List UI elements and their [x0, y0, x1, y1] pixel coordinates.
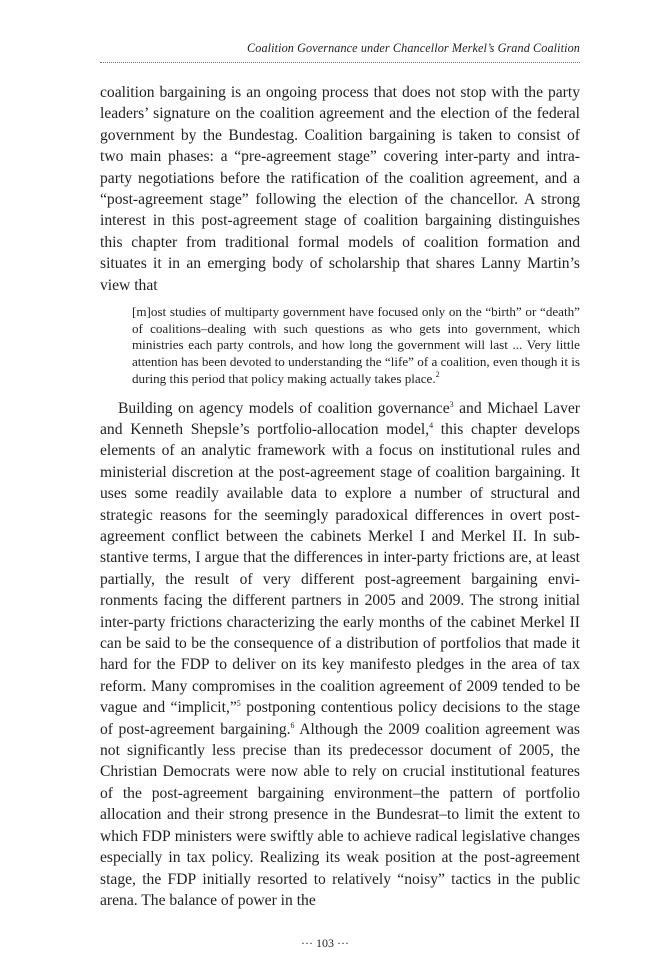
body-text [100, 82, 580, 911]
header-dotted-rule [100, 62, 580, 63]
block-quote-text: [m]ost studies of multiparty government have focused only on the “birth” or “death” of coalitions–dealing with such questions as who gets into government, which ministries each party controls, and how long the government will last ... Very little attention has been devoted to understanding the “life” of a coalition, even though it is during this period that policy making actually takes place. [132, 304, 580, 386]
para2-text-2: and Michael Laver and Kenneth Shepsle’s portfolio-allocation model, [100, 399, 580, 438]
para2-text-7: ministers were swiftly able to achieve radical legislative changes especially in tax policy. Realizing its weak position at the post-agreement stage, the [100, 827, 580, 888]
para2-text-6: Although the 2009 coalition agreement was not significantly less precise than its predecessor document of 2005, the Christian Democrats were now able to rely on crucial institutional features of the post-agreement bargaining environment–the pattern of portfolio allocation and their strong presence in the Bundesrat–to limit the extent to which [100, 720, 580, 845]
para2-text-1: Building on agency models of coalition governance [118, 399, 450, 417]
block-quote [132, 304, 580, 388]
party-abbrev-fdp: FDP [142, 827, 171, 845]
paragraph-2 [100, 398, 580, 912]
party-abbrev-fdp: FDP [167, 870, 197, 888]
para2-text-8: initially resorted to relatively “noisy” tactics in the public arena. The balance of power in the [100, 870, 580, 909]
footnote-ref-2[interactable]: 2 [435, 369, 440, 379]
para2-text-3: this chapter develops elements of an analytic framework with a focus on institutional rules and ministerial discretion at the post-agreement stage of coalition bargaining. It uses some readily available data to explore a number of structural and strategic reasons for the seemingly paradoxical differences in overt post-agreement conflict between the cabinets Merkel I and Merkel II. In substantive terms, I argue that the differences in inter-party frictions are, at least partially, the result of very different post-agreement bargaining environments facing the different partners in 2005 and 2009. The strong initial inter-party frictions characterizing the early months of the cabinet Merkel II can be said to be the consequence of a distribution of portfolios that made it hard for the [100, 420, 580, 674]
para2-text-4: to deliver on its key manifesto pledges in the area of tax reform. Many compromises in the coalition agreement of 2009 tended to be vague and “implicit,” [100, 656, 580, 717]
footnote-ref-3[interactable]: 3 [449, 399, 454, 409]
footnote-ref-6[interactable]: 6 [290, 720, 295, 730]
party-abbrev-fdp: FDP [180, 656, 210, 674]
footnote-ref-5[interactable]: 5 [236, 699, 241, 709]
para2-text-5: postponing contentious policy decisions to the stage of post-agreement bargaining. [100, 699, 580, 738]
running-head: Coalition Governance under Chancellor Merkel’s Grand Coalition [247, 41, 580, 55]
footnote-ref-4[interactable]: 4 [429, 420, 434, 430]
paragraph-1: coalition bargaining is an ongoing process that does not stop with the party leaders’ signature on the coalition agreement and the election of the federal government by the Bundestag. Coalition bargaining is taken to consist of two main phases: a “pre-agreement stage” covering inter-party and intra-party negotiations before the ratification of the coalition agreement, and a “post-agreement stage” following the election of the chancellor. A strong interest in this post-agreement stage of coalition bargaining distinguishes this chapter from traditional formal models of coalition formation and situates it in an emerging body of scholarship that shares Lanny Martin’s view that [100, 84, 580, 294]
page-number: ··· 103 ··· [301, 936, 349, 950]
